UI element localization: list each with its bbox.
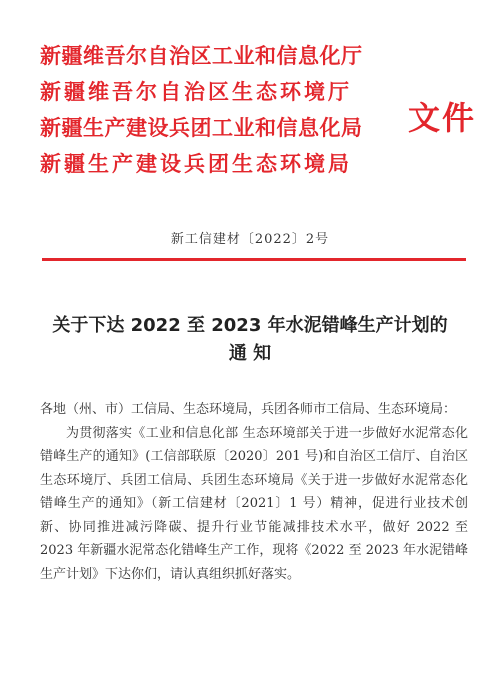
- document-body: [40, 398, 468, 586]
- body-paragraph: 为贯彻落实《工业和信息化部 生态环境部关于进一步做好水泥常态化错峰生产的通知》(工信部联原〔2020〕201 号)和自治区工信厅、自治区生态环境厅、兵团工信局、兵团生态环境局《关于进一步做好水泥常态化错峰生产的通知》（新工信建材〔2021〕1 号）精神，促进行业技术创新、协同推进减污降碳、提升行业节能减排技术水平，做好 2022 至 2023 年新疆水泥常态化错峰生产工作，现将《2022 至 2023 年水泥错峰生产计划》下达你们，请认真组织抓好落实。: [40, 425, 468, 582]
- title-line-1: 关于下达 2022 至 2023 年水泥错峰生产计划的: [52, 315, 448, 336]
- document-suffix: 文件: [408, 99, 477, 137]
- recipients: 各地（州、市）工信局、生态环境局，兵团各师市工信局、生态环境局：: [40, 402, 457, 417]
- red-divider: [42, 258, 466, 261]
- issuer-line: 新疆生产建设兵团生态环境局: [40, 152, 352, 176]
- document-number: 新工信建材〔2022〕2号: [170, 232, 330, 247]
- issuer-line: 新疆维吾尔自治区工业和信息化厅: [40, 44, 363, 68]
- document-title: [30, 312, 470, 368]
- issuer-line: 新疆生产建设兵团工业和信息化局: [40, 116, 363, 140]
- issuer-list: [40, 38, 400, 182]
- title-line-2: 通 知: [228, 343, 272, 364]
- document-header: [40, 38, 480, 188]
- issuer-line: 新疆维吾尔自治区生态环境厅: [40, 80, 352, 104]
